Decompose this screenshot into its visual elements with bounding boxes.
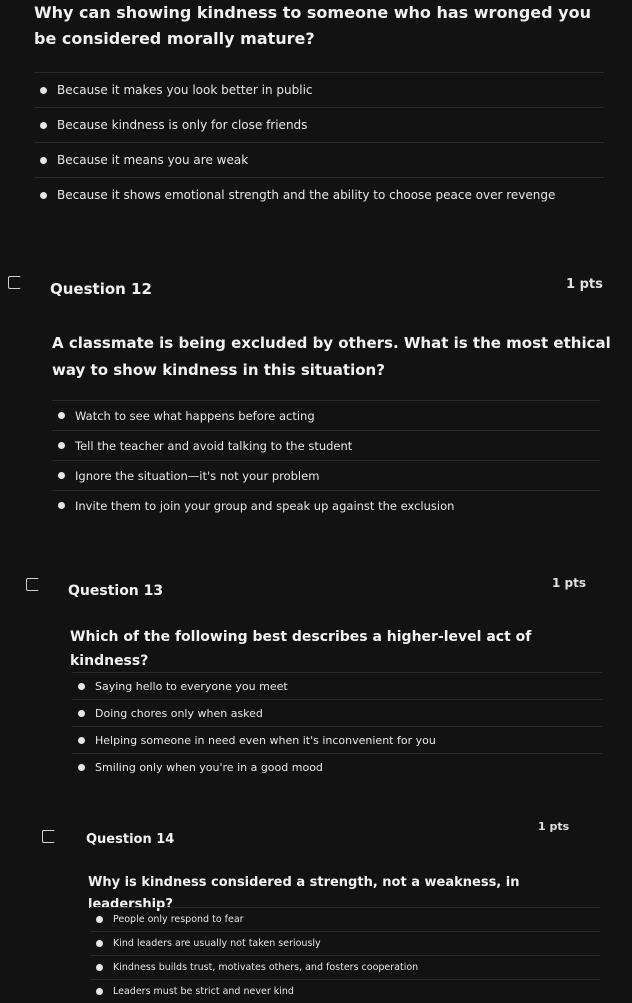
answer-label: Kindness builds trust, motivates others, and fosters cooperation (113, 962, 419, 973)
answer-option[interactable] (34, 142, 604, 177)
answer-option[interactable] (72, 753, 602, 780)
question-points: 1 pts (552, 576, 586, 590)
radio-button[interactable] (78, 737, 85, 744)
answer-label: Because kindness is only for close friends (57, 118, 308, 132)
question-text: Which of the following best describes a higher-level act of kindness? (70, 629, 532, 669)
answer-label: Helping someone in need even when it's inconvenient for you (95, 733, 436, 747)
answer-label: Kind leaders are usually not taken seriously (113, 938, 321, 949)
answer-option[interactable] (90, 931, 600, 955)
answer-label: Leaders must be strict and never kind (113, 986, 294, 997)
radio-button[interactable] (40, 192, 47, 199)
radio-button[interactable] (40, 122, 47, 129)
answer-label: Invite them to join your group and speak up against the exclusion (75, 498, 455, 513)
answer-label: Because it means you are weak (57, 153, 249, 167)
question-points: 1 pts (566, 277, 603, 292)
radio-button[interactable] (96, 988, 103, 995)
question-label: Question 12 (50, 280, 152, 298)
radio-button[interactable] (96, 916, 103, 923)
flag-icon[interactable] (26, 578, 39, 591)
question-14-options (90, 907, 600, 1003)
answer-option[interactable] (72, 672, 602, 699)
question-12-options (52, 400, 600, 520)
question-11-options (34, 72, 604, 212)
answer-option[interactable] (34, 72, 604, 107)
answer-option[interactable] (52, 430, 600, 460)
answer-label: People only respond to fear (113, 914, 244, 925)
question-11-text: Why can showing kindness to someone who has wronged you be considered morally mature? (34, 3, 591, 48)
flag-icon[interactable] (42, 830, 55, 843)
radio-button[interactable] (96, 940, 103, 947)
question-13-options (72, 672, 602, 780)
answer-label: Doing chores only when asked (95, 706, 263, 720)
answer-label: Because it makes you look better in public (57, 83, 313, 97)
answer-option[interactable] (52, 400, 600, 430)
radio-button[interactable] (96, 964, 103, 971)
radio-button[interactable] (58, 472, 65, 479)
radio-button[interactable] (40, 157, 47, 164)
answer-option[interactable] (34, 107, 604, 142)
question-text: Why is kindness considered a strength, not a weakness, in leadership? (88, 875, 520, 912)
answer-option[interactable] (72, 726, 602, 753)
answer-label: Saying hello to everyone you meet (95, 679, 288, 693)
flag-icon[interactable] (8, 276, 21, 289)
answer-option[interactable] (90, 979, 600, 1003)
question-label: Question 13 (68, 583, 164, 599)
radio-button[interactable] (58, 502, 65, 509)
question-points: 1 pts (538, 820, 570, 833)
answer-label: Watch to see what happens before acting (75, 408, 315, 423)
answer-option[interactable] (52, 460, 600, 490)
radio-button[interactable] (40, 87, 47, 94)
answer-option[interactable] (52, 490, 600, 520)
answer-option[interactable] (72, 699, 602, 726)
answer-label: Ignore the situation—it's not your problem (75, 468, 320, 483)
radio-button[interactable] (58, 442, 65, 449)
radio-button[interactable] (78, 710, 85, 717)
answer-label: Because it shows emotional strength and the ability to choose peace over revenge (57, 188, 556, 202)
radio-button[interactable] (78, 764, 85, 771)
answer-option[interactable] (90, 955, 600, 979)
answer-option[interactable] (34, 177, 604, 212)
answer-option[interactable] (90, 907, 600, 931)
question-label: Question 14 (86, 832, 175, 847)
answer-label: Tell the teacher and avoid talking to the student (75, 438, 353, 453)
question-text: A classmate is being excluded by others. What is the most ethical way to show kindness in this situation? (52, 334, 611, 379)
radio-button[interactable] (78, 683, 85, 690)
radio-button[interactable] (58, 412, 65, 419)
answer-label: Smiling only when you're in a good mood (95, 760, 323, 774)
